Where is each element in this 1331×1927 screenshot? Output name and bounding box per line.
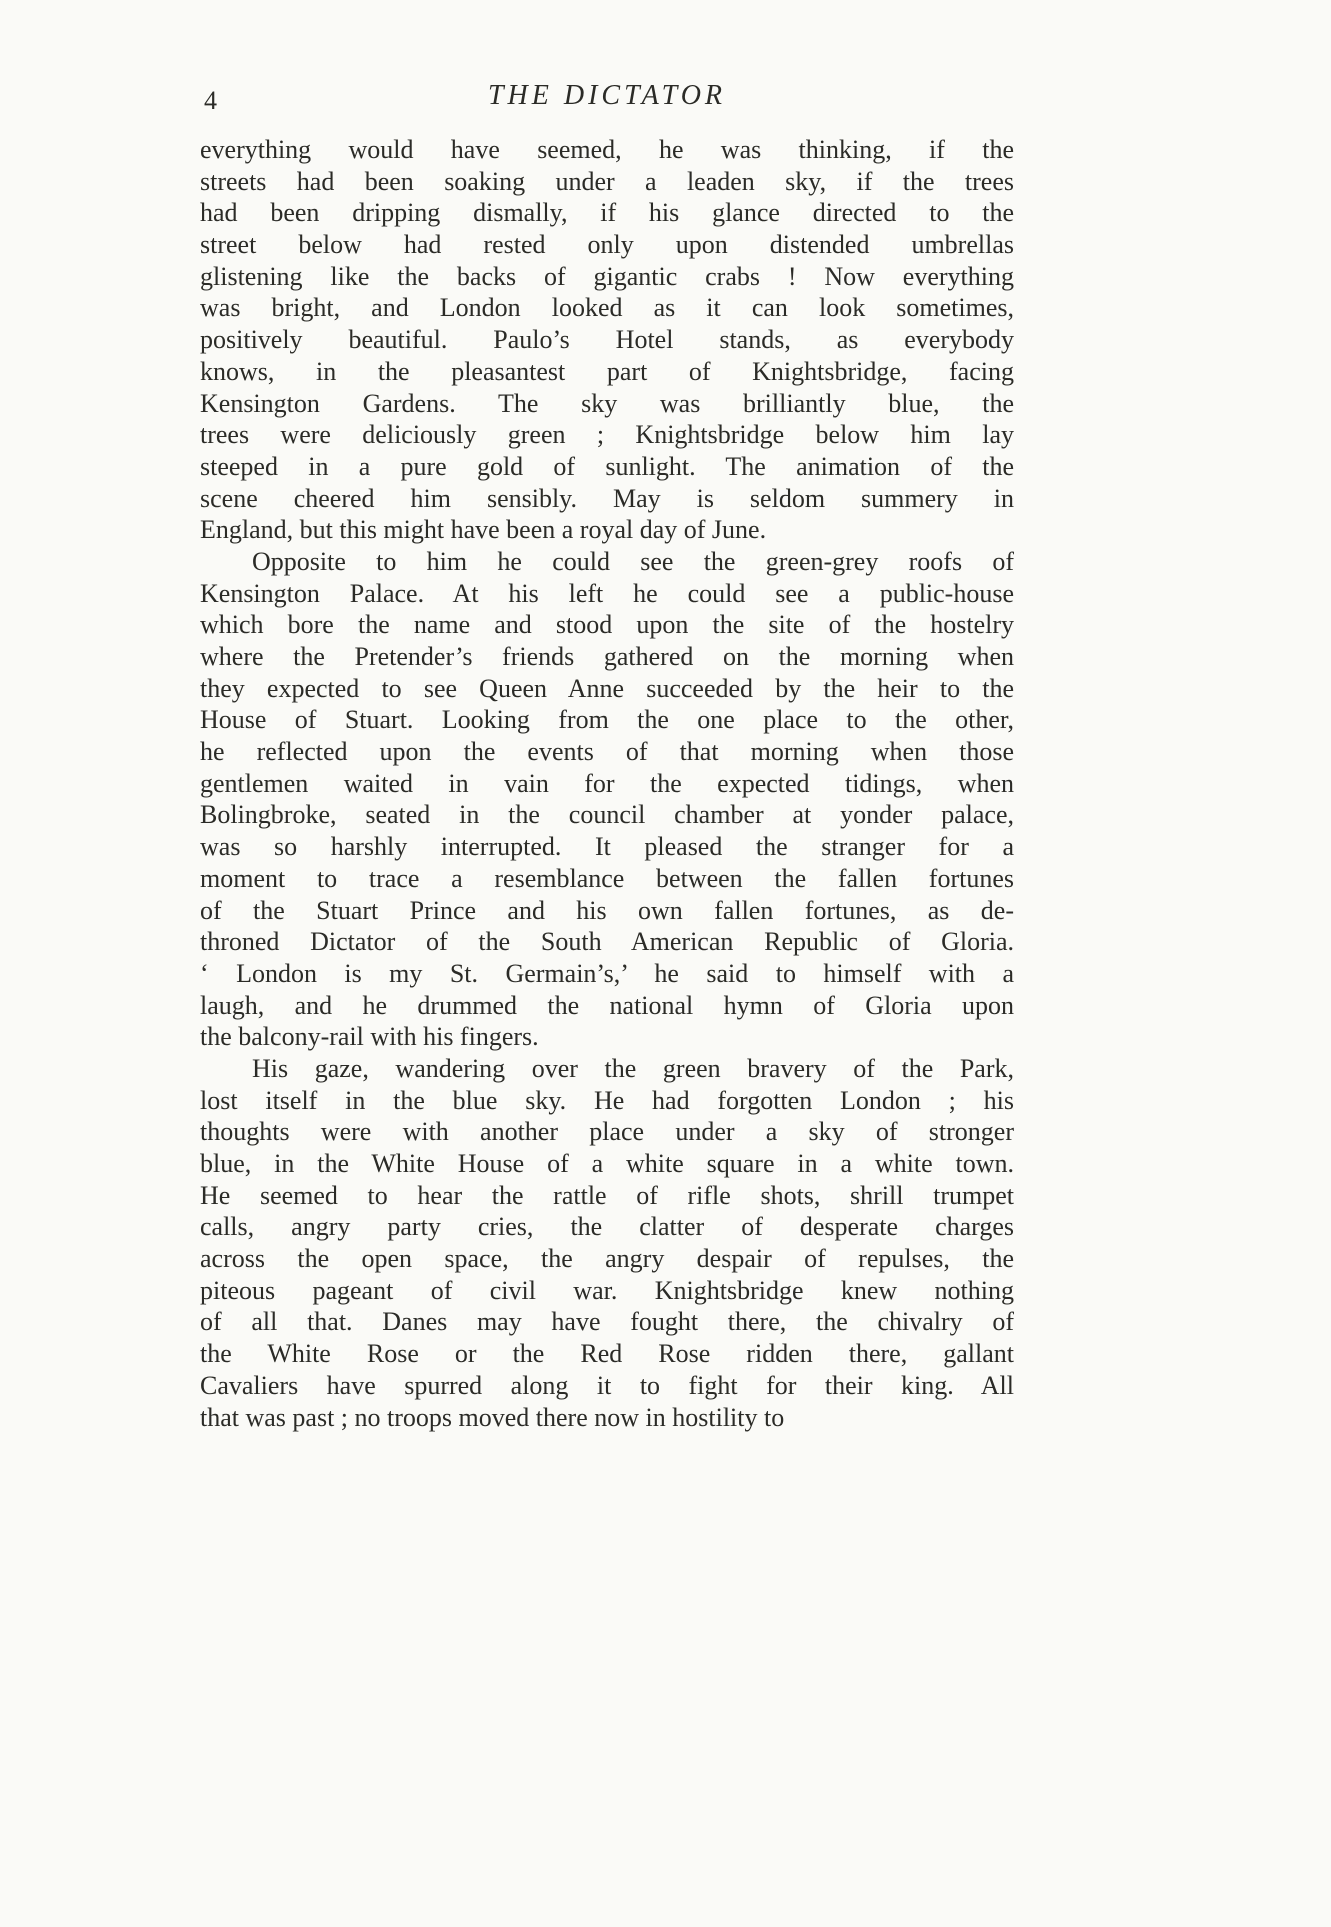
text-line: Bolingbroke, seated in the council chamber at yonder palace,: [200, 800, 1014, 830]
text-line: scene cheered him sensibly. May is seldom summery in: [200, 483, 1014, 513]
text-line: of the Stuart Prince and his own fallen fortunes, as de-: [200, 895, 1014, 925]
text-line: of all that. Danes may have fought there, the chivalry of: [200, 1307, 1014, 1337]
text-line: streets had been soaking under a leaden sky, if the trees: [200, 166, 1014, 196]
text-line: that was past ; no troops moved there now in hostility to: [200, 1402, 785, 1432]
text-line: trees were deliciously green ; Knightsbridge below him lay: [200, 420, 1014, 450]
text-line: positively beautiful. Paulo’s Hotel stands, as everybody: [200, 325, 1014, 355]
text-line: the White Rose or the Red Rose ridden there, gallant: [200, 1339, 1014, 1369]
text-line: calls, angry party cries, the clatter of desperate charges: [200, 1212, 1014, 1242]
text-line: glistening like the backs of gigantic crabs ! Now everything: [200, 261, 1014, 291]
text-line: street below had rested only upon distended umbrellas: [200, 230, 1014, 260]
text-line: steeped in a pure gold of sunlight. The animation of the: [200, 451, 1014, 481]
text-line: He seemed to hear the rattle of rifle shots, shrill trumpet: [200, 1180, 1014, 1210]
text-line: piteous pageant of civil war. Knightsbridge knew nothing: [200, 1275, 1014, 1305]
text-line: moment to trace a resemblance between the fallen fortunes: [200, 863, 1014, 893]
text-line: His gaze, wandering over the green bravery of the Park,: [252, 1053, 1014, 1083]
text-line: throned Dictator of the South American Republic of Gloria.: [200, 927, 1014, 957]
text-line: Opposite to him he could see the green-grey roofs of: [252, 546, 1014, 576]
text-line: Kensington Palace. At his left he could see a public-house: [200, 578, 1014, 608]
text-line: where the Pretender’s friends gathered on the morning when: [200, 642, 1014, 671]
text-line: House of Stuart. Looking from the one place to the other,: [200, 705, 1014, 735]
text-line: gentlemen waited in vain for the expected tidings, when: [200, 768, 1014, 798]
text-line: lost itself in the blue sky. He had forgotten London ; his: [200, 1085, 1014, 1115]
text-line: across the open space, the angry despair of repulses, the: [200, 1244, 1014, 1274]
text-line: was so harshly interrupted. It pleased the stranger for a: [200, 832, 1014, 862]
text-line: he reflected upon the events of that morning when those: [200, 737, 1014, 767]
text-line: they expected to see Queen Anne succeeded by the heir to the: [200, 673, 1014, 703]
text-line: laugh, and he drummed the national hymn of Gloria upon: [200, 990, 1014, 1020]
text-block: [200, 134, 1014, 1433]
text-line: the balcony-rail with his fingers.: [200, 1022, 539, 1052]
text-line: knows, in the pleasantest part of Knightsbridge, facing: [200, 356, 1014, 386]
running-head: [200, 80, 1014, 120]
text-line: had been dripping dismally, if his glance directed to the: [200, 198, 1014, 228]
text-line: blue, in the White House of a white square in a white town.: [200, 1149, 1014, 1178]
text-line: thoughts were with another place under a sky of stronger: [200, 1117, 1014, 1147]
text-line: which bore the name and stood upon the site of the hostelry: [200, 610, 1014, 640]
text-line: England, but this might have been a royal day of June.: [200, 515, 767, 545]
text-line: everything would have seemed, he was thinking, if the: [200, 135, 1014, 164]
running-title: THE DICTATOR: [487, 80, 727, 111]
text-line: Kensington Gardens. The sky was brilliantly blue, the: [200, 388, 1014, 418]
page-number: 4: [204, 86, 217, 115]
text-line: was bright, and London looked as it can look sometimes,: [200, 293, 1014, 323]
text-line: ‘ London is my St. Germain’s,’ he said to himself with a: [200, 958, 1014, 988]
text-column: [200, 80, 1014, 1433]
text-line: Cavaliers have spurred along it to fight for their king. All: [200, 1370, 1014, 1400]
